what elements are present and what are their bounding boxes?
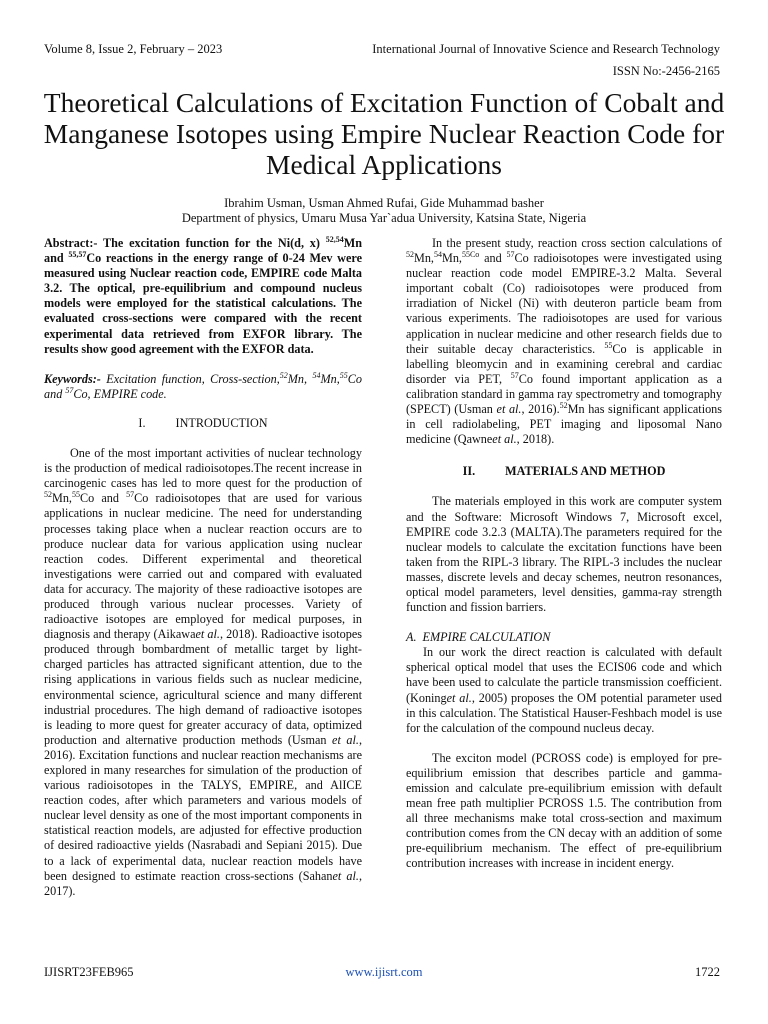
materials-paragraph: The materials employed in this work are computer system and the Software: Microsoft Windows 7, Microsoft excel, EMPIRE code 3.2.3 (MALTA).The parameters required for the nuclear models to calculate the excitation functions have been taken from the RIPL-3 library. The RIPL-3 includes the nuclear masses, discrete levels and decay schemes, neutron resonances, optical model parameters, level densities, gamma-ray strength function and fission barriers.	[406, 494, 722, 615]
footer-paper-code: IJISRT23FEB965	[44, 965, 134, 979]
section-heading-introduction: I. INTRODUCTION	[138, 415, 268, 430]
left-column	[44, 236, 362, 899]
subsection-heading-empire: A. EMPIRE CALCULATION	[406, 630, 551, 645]
header-issn: ISSN No:-2456-2165	[612, 64, 720, 78]
section-heading-materials: II. MATERIALS AND METHOD	[462, 464, 666, 479]
empire-paragraph: In our work the direct reaction is calculated with default spherical optical model that uses the ECIS06 code and which have been used to calculate the particle transmission coefficient.(Koninget al., 2005) proposes the OM potential parameter used in this calculation. The Statistical Hauser-Feshbach model is use for the calculation of the compound nucleus decay.	[406, 645, 722, 735]
abstract: Abstract:- The excitation function for the Ni(d, x) $^{52,54}$Mn and $^{55,57}$Co reactions in the energy range of 0-24 Mev were measured using Nuclear reaction code, EMPIRE code Malta 3.2. The optical, pre-equilibrium and compound nucleus models were employed for the statistical calculations. The evaluated cross-sections were compared with the recent experimental data retrieved from EXFOR library. The results show good agreement with the EXFOR data.	[44, 234, 362, 356]
header-volume: Volume 8, Issue 2, February – 2023	[44, 42, 223, 56]
affiliation: Department of physics, Umaru Musa Yar`adua University, Katsina State, Nigeria	[181, 211, 587, 225]
keywords: Keywords:- Excitation function, Cross-section,$^{52}$Mn, $^{54}$Mn,$^{55}$Co and $^{57}$Co, EMPIRE code.	[44, 370, 362, 401]
footer-page-number: 1722	[695, 965, 720, 979]
footer-website-link[interactable]: www.ijisrt.com	[345, 965, 423, 979]
paper-title: Theoretical Calculations of Excitation Function of Cobalt and Manganese Isotopes using Empire Nuclear Reaction Code for Medical Applications	[43, 87, 725, 180]
present-study-paragraph: In the present study, reaction cross section calculations of $^{52}$Mn,$^{54}$Mn,$^{55Co}$ and $^{57}$Co radioisotopes were investigated using nuclear reaction code model EMPIRE-3.2 Malta. Several important cobalt (Co) radioisotopes were produced from irradiation of Nickel (Ni) with deuteron particle beam from various experiments. The radioisotopes are used for various application in nuclear medicine and other research fields due to their suitable decay characteristics. $^{55}$Co is applicable in labelling bleomycin and in examining cerebral and cardiac disorder via PET, $^{57}$Co found important application as a calibration standard in gamma ray spectrometry and tomography (SPECT) (Usman et al., 2016).$^{52}$Mn has significant applications in cell radiolabeling, PET imaging and liposomal Nano medicine (Qawneet al., 2018).	[406, 236, 723, 447]
authors: Ibrahim Usman, Usman Ahmed Rufai, Gide Muhammad basher	[224, 196, 544, 210]
introduction-paragraph: One of the most important activities of nuclear technology is the production of medical radioisotopes.The recent increase in carcinogenic cases has led to more quest for the production of $^{52}$Mn,$^{55}$Co and $^{57}$Co radioisotopes that are used for various applications in nuclear medicine. The need for understanding processes taking place when a nuclear reaction occurs are to produce nuclear data for various application using nuclear reaction codes. Different experimental and theoretical investigations were carried out and compared with evaluated data for accuracy. The majority of these radioactive isotopes are produced through various nuclear processes. Variety of radioactive isotopes are employed for medical purposes, in diagnosis and therapy (Aikawaet al., 2018). Radioactive isotopes produced through bombardment of metallic target by light- charged particles has attracted significant attention, due to the rising applications in various fields such as nuclear medicine, environmental science, agricultural science and many different industrial procedures. The high demand of radioactive isotopes is leading to more quest for greater accuracy of data, optimized production and alternative production methods (Usman et al., 2016). Excitation functions and nuclear reaction mechanisms are explored in many researches for simulation of the production of various radioisotopes in the TALYS, EMPIRE, and AlICE reaction codes, after which parameters and various models of nuclear level density as one of the most important components in statistical reaction models, are adjusted for effective production of desired radioactive yields (Nasrabadi and Sepiani 2015). Due to a lack of experimental data, nuclear reaction models have been designed to estimate reaction cross-sections (Sahanet al., 2017).	[44, 446, 363, 898]
exciton-paragraph: The exciton model (PCROSS code) is employed for pre-equilibrium emission that describes particle and gamma-emission and calculate pre-equilibrium emission with default mean free path multiplier PCROSS 1.5. The contribution from all three mechanisms make total cross-section and maximum contribution comes from the CN decay with an addition of some pre-equilibrium mechanism. The effect of pre-equilibrium contribution increases with increase in incident energy.	[406, 750, 722, 871]
right-column	[406, 236, 722, 872]
header-journal: International Journal of Innovative Science and Research Technology	[372, 42, 720, 56]
